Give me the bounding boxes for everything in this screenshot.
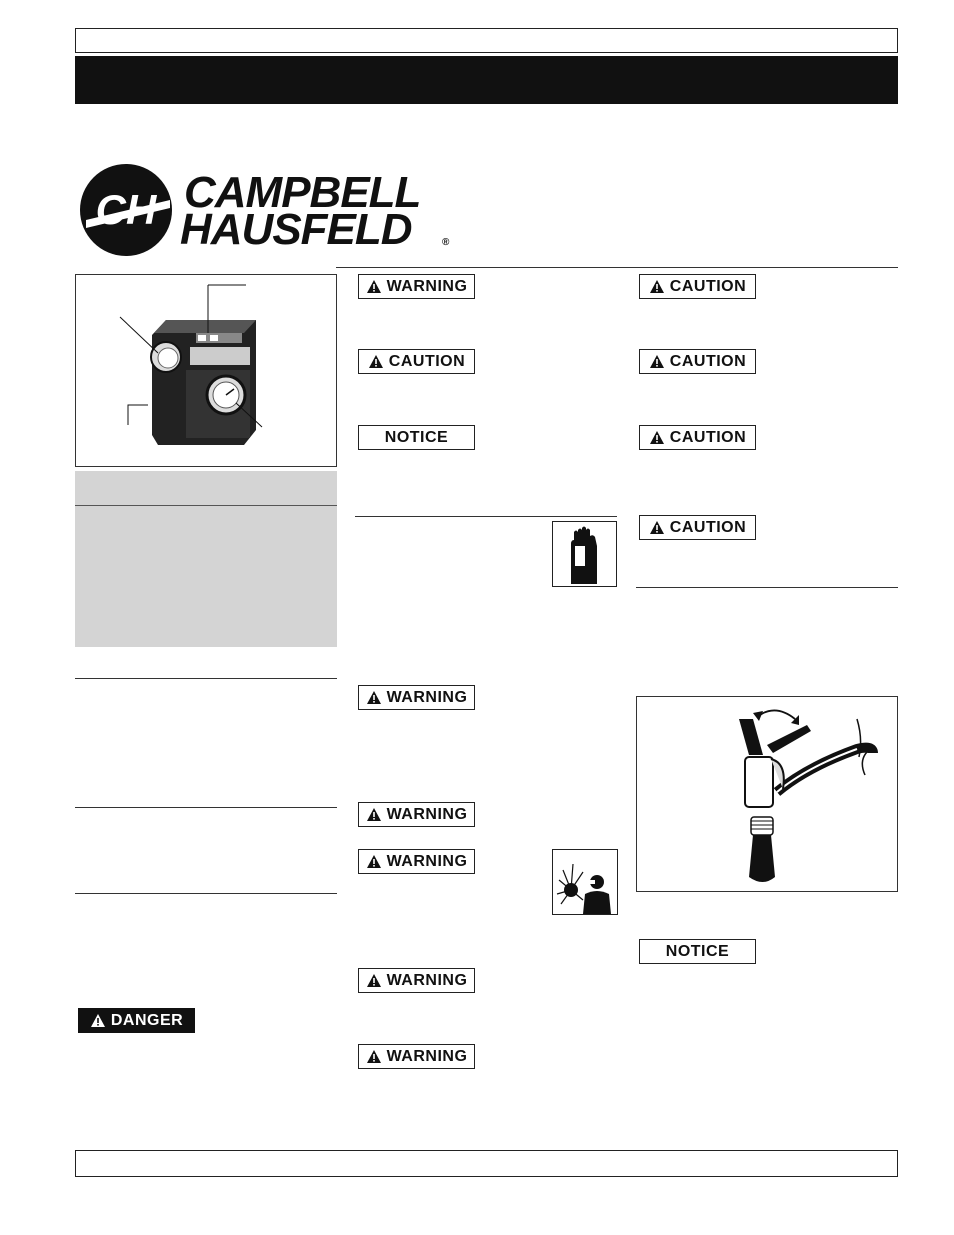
air-chuck-figure bbox=[636, 696, 898, 892]
inflator-unit-illustration-icon bbox=[76, 275, 336, 466]
left-section-rule-3 bbox=[75, 893, 337, 894]
caution-label-4 bbox=[639, 425, 756, 450]
warning-label-6 bbox=[358, 1044, 475, 1069]
bursting-hazard-icon bbox=[553, 850, 617, 914]
caution-label-1 bbox=[358, 349, 475, 374]
grey-panel-header bbox=[75, 471, 337, 505]
warning-text: WARNING bbox=[386, 852, 468, 870]
alert-triangle-icon bbox=[90, 1013, 106, 1028]
grey-panel-body bbox=[75, 506, 337, 647]
warning-text: WARNING bbox=[386, 805, 468, 823]
brand-line-1: CAMPBELL bbox=[184, 168, 421, 217]
warning-label-4 bbox=[358, 849, 475, 874]
warning-text: WARNING bbox=[386, 277, 468, 295]
glove-icon-box bbox=[552, 521, 617, 587]
caution-label-2 bbox=[639, 274, 756, 299]
burst-icon-box bbox=[552, 849, 618, 915]
title-band bbox=[75, 56, 898, 104]
warning-text: WARNING bbox=[386, 688, 468, 706]
caution-label-5 bbox=[639, 515, 756, 540]
logo-mark bbox=[78, 162, 178, 258]
alert-triangle-icon bbox=[649, 430, 665, 445]
warning-label-3 bbox=[358, 802, 475, 827]
caution-text: CAUTION bbox=[669, 352, 747, 370]
notice-text: NOTICE bbox=[384, 428, 449, 446]
caution-text: CAUTION bbox=[388, 352, 466, 370]
caution-text: CAUTION bbox=[669, 277, 747, 295]
warning-label-5 bbox=[358, 968, 475, 993]
alert-triangle-icon bbox=[366, 807, 382, 822]
right-section-rule bbox=[636, 587, 898, 588]
logo-monogram: CH bbox=[95, 186, 157, 233]
left-section-rule-1 bbox=[75, 678, 337, 679]
danger-text: DANGER bbox=[110, 1011, 184, 1029]
caution-label-3 bbox=[639, 349, 756, 374]
brand-line-2: HAUSFELD bbox=[180, 205, 412, 254]
product-figure bbox=[75, 274, 337, 467]
notice-label-1 bbox=[358, 425, 475, 450]
alert-triangle-icon bbox=[366, 279, 382, 294]
alert-triangle-icon bbox=[366, 1049, 382, 1064]
alert-triangle-icon bbox=[368, 354, 384, 369]
warning-label-1 bbox=[358, 274, 475, 299]
header-divider bbox=[336, 267, 898, 268]
alert-triangle-icon bbox=[649, 279, 665, 294]
alert-triangle-icon bbox=[366, 690, 382, 705]
air-chuck-valve-illustration-icon bbox=[637, 697, 897, 891]
alert-triangle-icon bbox=[649, 520, 665, 535]
middle-section-rule bbox=[355, 516, 617, 517]
warning-label-2 bbox=[358, 685, 475, 710]
footer-box bbox=[75, 1150, 898, 1177]
protective-glove-icon bbox=[553, 522, 616, 586]
alert-triangle-icon bbox=[366, 854, 382, 869]
header-box bbox=[75, 28, 898, 53]
alert-triangle-icon bbox=[366, 973, 382, 988]
notice-label-2 bbox=[639, 939, 756, 964]
warning-text: WARNING bbox=[386, 1047, 468, 1065]
left-section-rule-2 bbox=[75, 807, 337, 808]
registered-mark: ® bbox=[442, 237, 450, 248]
notice-text: NOTICE bbox=[665, 942, 730, 960]
caution-text: CAUTION bbox=[669, 518, 747, 536]
campbell-hausfeld-logo-icon bbox=[78, 162, 178, 258]
alert-triangle-icon bbox=[649, 354, 665, 369]
warning-text: WARNING bbox=[386, 971, 468, 989]
danger-label bbox=[78, 1008, 195, 1033]
caution-text: CAUTION bbox=[669, 428, 747, 446]
